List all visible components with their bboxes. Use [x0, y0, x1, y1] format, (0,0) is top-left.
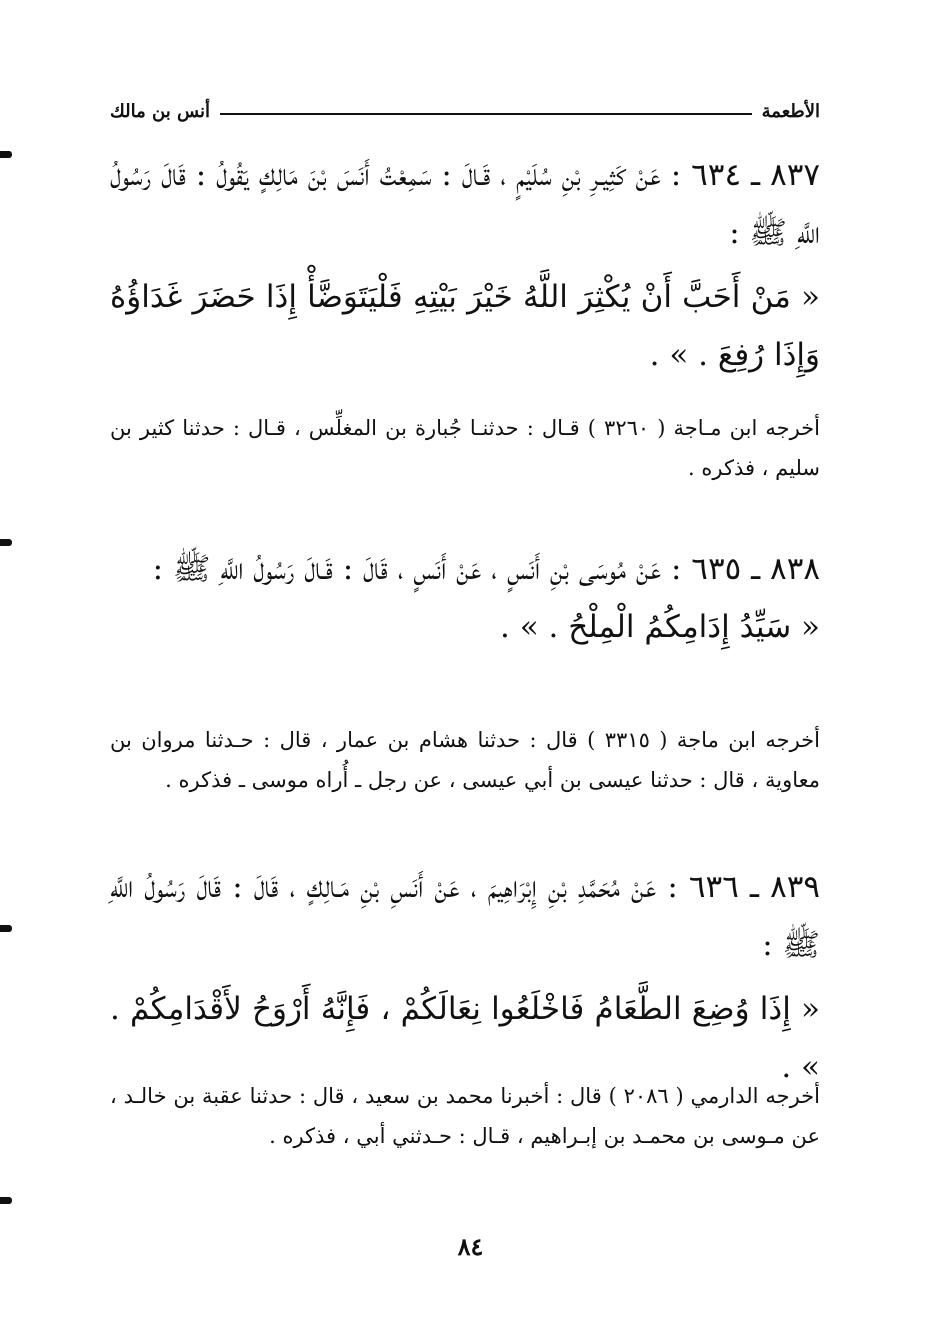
page-number: ٨٤ — [457, 1232, 484, 1261]
hadith-intro: ٨٣٨ ـ ٦٣٥ : عَنْ مُوسَى بْنِ أَنَسٍ ، عَنْ أَنَسٍ ، قَالَ : قَـالَ رَسُولُ اللَّهِ ﷺ : — [152, 551, 820, 587]
binding-mark — [0, 539, 12, 546]
binding-mark — [0, 151, 12, 158]
takhrij-note: أخرجه الدارمي ( ٢٠٨٦ ) قال : أخبرنا محمد بن سعيد ، قال : حدثنا عقبة بن خالـد ، عن مـوسى بن محمـد بن إبـراهيم ، قـال : حـدثني أبي ، فذكره . — [110, 1084, 820, 1148]
running-header — [110, 96, 820, 126]
takhrij-note: أخرجه ابن مـاجة ( ٣٢٦٠ ) قـال : حدثنـا جُبارة بن المغلِّس ، قـال : حدثنا كثير بن سليم ، فذكره . — [110, 416, 820, 480]
hadith-quote: « سَيِّدُ إِدَامِكُمُ الْمِلْحُ . » . — [499, 609, 820, 645]
chapter-title: أنس بن مالك — [110, 100, 210, 122]
header-rule — [220, 113, 752, 115]
hadith-block — [110, 858, 820, 1096]
hadith-intro: ٨٣٩ ـ ٦٣٦ : عَنْ مُحَمَّدِ بْنِ إِبْرَاهِيمَ ، عَنْ أَنَسِ بْنِ مَـالِكٍ ، قَالَ : قَالَ رَسُولُ اللَّهِ ﷺ : — [110, 869, 821, 963]
binding-mark — [0, 925, 12, 932]
binding-mark — [0, 1197, 12, 1204]
hadith-block — [110, 146, 820, 384]
hadith-block — [110, 540, 820, 656]
hadith-quote: « إِذَا وُضِعَ الطَّعَامُ فَاخْلَعُوا نِعَالَكُمْ ، فَإِنَّهُ أَرْوَحُ لأَقْدَامِكُمْ . » . — [110, 991, 820, 1085]
section-title: الأطعمة — [761, 100, 820, 122]
takhrij-note: أخرجه ابن ماجة ( ٣٣١٥ ) قال : حدثنا هشام بن عمار ، قال : حـدثنا مروان بن معاوية ، قال : حدثنا عيسى بن أبي عيسى ، عن رجل ـ أُراه موسى ـ فذكره . — [110, 728, 820, 792]
hadith-quote: « مَنْ أَحَبَّ أَنْ يُكْثِرَ اللَّهُ خَيْرَ بَيْتِهِ فَلْيَتَوَضَّأْ إِذَا حَضَرَ غَدَاؤُهُ وَإِذَا رُفِعَ . » . — [110, 279, 820, 373]
hadith-intro: ٨٣٧ ـ ٦٣٤ : عَنْ كَثِيـرِ بْنِ سُلَيْمٍ ، قَـالَ : سَمِعْتُ أَنَسَ بْنَ مَالِكٍ يَقُولُ : قَالَ رَسُولُ اللَّهِ ﷺ : — [110, 157, 821, 251]
